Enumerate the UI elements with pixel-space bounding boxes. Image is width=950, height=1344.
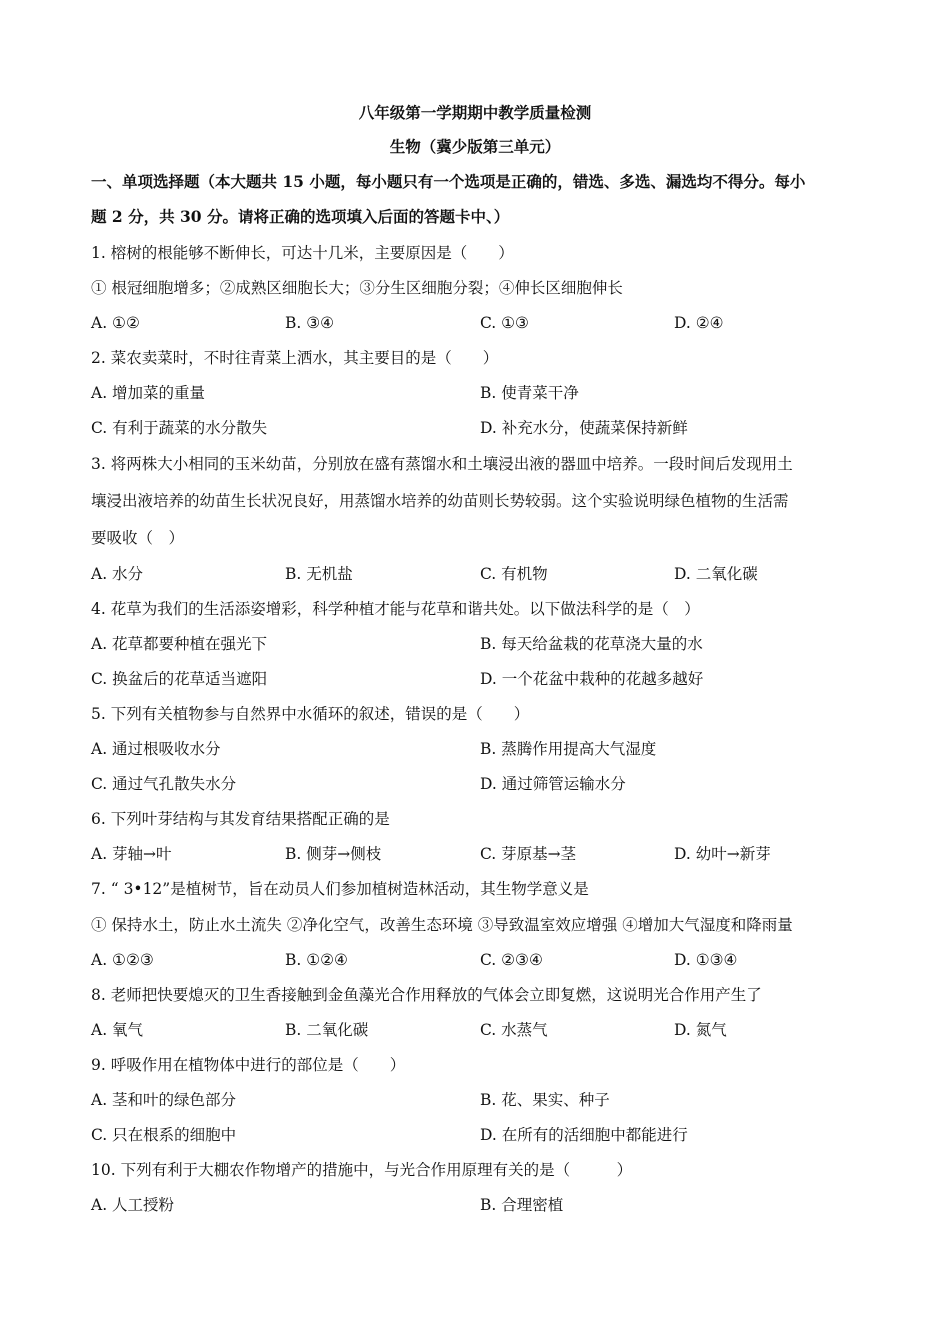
question-6-option-d: D. 幼叶→新芽 bbox=[674, 845, 771, 863]
question-3-option-d: D. 二氧化碳 bbox=[674, 565, 758, 583]
question-7-option-b: B. ①②④ bbox=[285, 951, 348, 969]
question-4-option-b: B. 每天给盆栽的花草浇大量的水 bbox=[480, 635, 703, 653]
question-4-option-d: D. 一个花盆中栽种的花越多越好 bbox=[480, 670, 704, 688]
question-3-option-b: B. 无机盐 bbox=[285, 565, 353, 583]
question-4-option-a: A. 花草都要种植在强光下 bbox=[91, 635, 268, 653]
question-9-option-b: B. 花、果实、种子 bbox=[480, 1091, 610, 1109]
question-5-option-a: A. 通过根吸收水分 bbox=[91, 740, 221, 758]
document-subtitle: 生物（冀少版第三单元） bbox=[389, 137, 561, 156]
question-8-option-b: B. 二氧化碳 bbox=[285, 1021, 369, 1039]
section-instructions-line1: 一、单项选择题（本大题共 15 小题，每小题只有一个选项是正确的，错选、多选、漏选均不得分。每小 bbox=[91, 172, 806, 191]
question-2-option-d: D. 补充水分，使蔬菜保持新鲜 bbox=[480, 419, 688, 437]
question-10-option-b: B. 合理密植 bbox=[480, 1196, 564, 1214]
question-3-stem-line3: 要吸收（ ） bbox=[91, 529, 185, 547]
question-2-option-c: C. 有利于蔬菜的水分散失 bbox=[91, 419, 268, 437]
question-1-option-a: A. ①② bbox=[91, 314, 140, 332]
question-6-stem: 6. 下列叶芽结构与其发育结果搭配正确的是 bbox=[91, 810, 390, 828]
question-1-option-c: C. ①③ bbox=[480, 314, 529, 332]
question-4-stem: 4. 花草为我们的生活添姿增彩，科学种植才能与花草和谐共处。以下做法科学的是（ ） bbox=[91, 600, 700, 618]
question-1-option-b: B. ③④ bbox=[285, 314, 335, 332]
question-10-option-a: A. 人工授粉 bbox=[91, 1196, 175, 1214]
question-1-stem: 1. 榕树的根能够不断伸长，可达十几米，主要原因是（ ） bbox=[91, 244, 514, 262]
question-7-option-a: A. ①②③ bbox=[91, 951, 154, 969]
question-2-option-b: B. 使青菜干净 bbox=[480, 384, 579, 402]
question-3-option-a: A. 水分 bbox=[91, 565, 144, 583]
question-1-statements: ① 根冠细胞增多；②成熟区细胞长大；③分生区细胞分裂；④伸长区细胞伸长 bbox=[91, 279, 623, 297]
question-5-option-b: B. 蒸腾作用提高大气湿度 bbox=[480, 740, 657, 758]
question-9-option-a: A. 茎和叶的绿色部分 bbox=[91, 1091, 237, 1109]
question-8-option-c: C. 水蒸气 bbox=[480, 1021, 548, 1039]
question-3-option-c: C. 有机物 bbox=[480, 565, 548, 583]
question-3-stem-line1: 3. 将两株大小相同的玉米幼苗，分别放在盛有蒸馏水和土壤浸出液的器皿中培养。一段时间后发现用土 bbox=[91, 455, 793, 473]
question-9-stem: 9. 呼吸作用在植物体中进行的部位是（ ） bbox=[91, 1056, 406, 1074]
question-5-option-d: D. 通过筛管运输水分 bbox=[480, 775, 626, 793]
question-10-stem: 10. 下列有利于大棚农作物增产的措施中，与光合作用原理有关的是（ ） bbox=[91, 1161, 633, 1179]
question-8-option-d: D. 氮气 bbox=[674, 1021, 727, 1039]
question-7-option-d: D. ①③④ bbox=[674, 951, 738, 969]
question-8-option-a: A. 氧气 bbox=[91, 1021, 144, 1039]
question-6-option-c: C. 芽原基→茎 bbox=[480, 845, 577, 863]
question-6-option-b: B. 侧芽→侧枝 bbox=[285, 845, 382, 863]
question-5-option-c: C. 通过气孔散失水分 bbox=[91, 775, 237, 793]
question-9-option-c: C. 只在根系的细胞中 bbox=[91, 1126, 237, 1144]
question-7-option-c: C. ②③④ bbox=[480, 951, 543, 969]
question-3-stem-line2: 壤浸出液培养的幼苗生长状况良好，用蒸馏水培养的幼苗则长势较弱。这个实验说明绿色植物的生活需 bbox=[91, 492, 789, 510]
question-7-statements: ① 保持水土，防止水土流失 ②净化空气，改善生态环境 ③导致温室效应增强 ④增加大气湿度和降雨量 bbox=[91, 916, 793, 934]
question-1-option-d: D. ②④ bbox=[674, 314, 724, 332]
document-title: 八年级第一学期期中教学质量检测 bbox=[358, 103, 592, 122]
question-2-option-a: A. 增加菜的重量 bbox=[91, 384, 206, 402]
question-9-option-d: D. 在所有的活细胞中都能进行 bbox=[480, 1126, 688, 1144]
question-5-stem: 5. 下列有关植物参与自然界中水循环的叙述，错误的是（ ） bbox=[91, 705, 530, 723]
question-8-stem: 8. 老师把快要熄灭的卫生香接触到金鱼藻光合作用释放的气体会立即复燃，这说明光合作用产生了 bbox=[91, 986, 762, 1004]
question-2-stem: 2. 菜农卖菜时，不时往青菜上洒水，其主要目的是（ ） bbox=[91, 349, 499, 367]
question-7-stem: 7. “ 3•12”是植树节，旨在动员人们参加植树造林活动，其生物学意义是 bbox=[91, 880, 589, 898]
section-instructions-line2: 题 2 分，共 30 分。请将正确的选项填入后面的答题卡中、） bbox=[91, 207, 510, 226]
question-4-option-c: C. 换盆后的花草适当遮阳 bbox=[91, 670, 268, 688]
question-6-option-a: A. 芽轴→叶 bbox=[91, 845, 172, 863]
